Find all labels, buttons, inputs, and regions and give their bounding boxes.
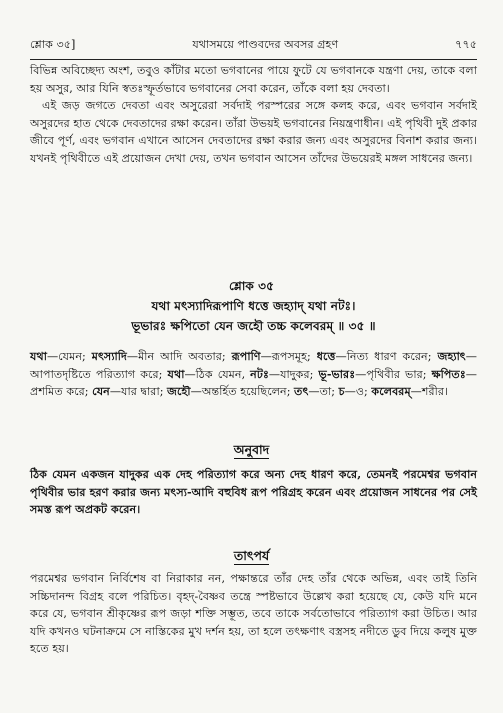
synonym-meaning: মীন আদি অবতার; xyxy=(138,350,226,363)
translation-text: ঠিক যেমন একজন যাদুকর এক দেহ পরিত্যাগ করে অন্য দেহ ধারণ করে, তেমনই পরমেশ্বর ভগবান পৃথিবীর ভার হরণ করার জন্য মৎস্য-আদি বহুবিধ রূপ পরিগ্রহ করেন এবং প্রয়োজন সাধনের পর সেই সমস্ত রূপ অপ্রকট করেন। xyxy=(30,467,477,517)
verse-heading: শ্লোক ৩৫ xyxy=(228,279,275,293)
synonym-word: জহ্যাৎ xyxy=(437,349,466,363)
synonym-word: যথা xyxy=(167,366,185,381)
synonym-word: ধত্তে xyxy=(316,349,336,363)
synonym-word: মৎস্যাদি xyxy=(91,349,127,363)
synonym-meaning: প্রশমিত করে; xyxy=(30,385,89,399)
synonym-meaning: আপাতদৃষ্টিতে পরিত্যাগ করে; xyxy=(30,367,163,381)
purport-block xyxy=(30,570,477,658)
synonym-word: তৎ xyxy=(294,384,309,399)
header-chapter-title: যথাসময়ে পাণ্ডবদের অবসর গ্রহণ xyxy=(192,38,339,51)
verse-line-2: ভূভারঃ ক্ষপিতো যেন জহৌ তচ্চ কলেবরম্ ॥ ৩৫ ॥ xyxy=(131,319,376,333)
synonym-meaning: যার দ্বারা; xyxy=(121,385,164,399)
synonym-meaning: নিত্য ধারণ করেন; xyxy=(346,350,432,363)
intro-paragraph-2: এই জড় জগতে দেবতা এবং অসুরেরা সর্বদাই পরস্পরের সঙ্গে কলহ করে, এবং ভগবান সর্বদাই অসুরদের হাত থেকে দেবতাদের রক্ষা করেন। তাঁরা উভয়ই ভগবানের নিয়ন্ত্রণাধীন। এই পৃথিবী দুই প্রকার জীবে পূর্ণ, এবং ভগবান এখানে আসেন দেবতাদের রক্ষা করার জন্য এবং অসুরদের বিনাশ করার জন্য। যখনই পৃথিবীতে এই প্রয়োজন দেখা দেয়, তখন ভগবান আসেন তাঁদের উভয়েরই মঙ্গল সাধনের জন্য। xyxy=(30,99,477,165)
purport-text: পরমেশ্বর ভগবান নির্বিশেষ বা নিরাকার নন, পক্ষান্তরে তাঁর দেহ তাঁর থেকে অভিন্ন, এবং তাই তিনি সচ্চিদানন্দ বিগ্রহ বলে পরিচিত। বৃহদ্-বৈষ্ণব তন্ত্রে স্পষ্টভাবে উল্লেখ করা হয়েছে যে, কেউ যদি মনে করে যে, ভগবান শ্রীকৃষ্ণের রূপ জড়া শক্তি সম্ভূত, তবে তাকে সর্বতোভাবে পরিত্যাগ করা উচিত। আর যদি কখনও ঘটনাক্রমে সে নাস্তিকের মুখ দর্শন হয়, তা হলে তৎক্ষণাৎ বস্ত্রসহ নদীতে ডুব দিয়ে কলুষ মুক্ত হতে হয়। xyxy=(30,572,477,656)
synonym-meaning: ঠিক যেমন, xyxy=(195,367,246,381)
synonym-meaning: ও; xyxy=(355,385,368,399)
synonym-word: ভূ-ভারঃ xyxy=(318,366,356,381)
synonym-meaning: শরীর। xyxy=(421,385,448,399)
synonym-meaning: তা; xyxy=(319,385,336,399)
intro-paragraph-1: বিভিন্ন অবিচ্ছেদ্য অংশ, তবুও কাঁটার মতো ভগবানের পায়ে ফুটে যে ভগবানকে যন্ত্রণা দেয়, তাকে বলা হয় অসুর, আর যিনি স্বতঃস্ফূর্তভাবে ভগবানের সেবা করেন, তাঁকে বলা হয় দেবতা। xyxy=(30,64,477,95)
synonyms-paragraph: যথা—যেমন; মৎস্যাদি—মীন আদি অবতার; রূপাণি—রূপসমূহ; ধত্তে—নিত্য ধারণ করেন; জহ্যাৎ—আপাতদৃষ্টিতে পরিত্যাগ করে; যথা—ঠিক যেমন, নটঃ—যাদুকর; ভূ-ভারঃ—পৃথিবীর ভার; ক্ষপিতঃ—প্রশমিত করে; যেন—যার দ্বারা; জহৌ—অন্তর্হিত হয়েছিলেন; তৎ—তা; চ—ও; কলেবরম্—শরীর। xyxy=(30,349,477,399)
translation-heading xyxy=(0,442,503,462)
page-header xyxy=(30,36,477,60)
translation-block xyxy=(30,466,477,519)
synonym-word: কলেবরম্ xyxy=(371,384,411,399)
synonym-word: রূপাণি xyxy=(231,349,261,363)
synonym-word: নটঃ xyxy=(250,366,269,381)
header-page-number: ৭৭৫ xyxy=(455,38,477,51)
synonym-meaning: পৃথিবীর ভার; xyxy=(366,367,427,381)
synonym-word: ক্ষপিতঃ xyxy=(431,366,466,381)
synonym-meaning: যাদুকর; xyxy=(280,367,314,381)
purport-heading xyxy=(0,548,503,568)
header-verse-ref: শ্লোক ৩৫] xyxy=(30,38,76,51)
synonyms-block xyxy=(30,348,477,401)
intro-text xyxy=(30,62,477,168)
synonym-meaning: যেমন; xyxy=(58,350,86,363)
synonym-word: চ xyxy=(338,384,345,399)
synonym-meaning: অন্তর্হিত হয়েছিলেন; xyxy=(201,385,291,399)
translation-heading-text: অনুবাদ xyxy=(233,442,270,457)
verse-block xyxy=(30,296,477,336)
verse-line-1: যথা মৎস্যাদিরূপাণি ধত্তে জহ্যাদ্ যথা নটঃ। xyxy=(151,299,356,313)
purport-heading-text: তাৎপর্য xyxy=(233,548,270,563)
synonym-word: যথা xyxy=(30,349,47,363)
synonym-word: জহৌ xyxy=(167,384,191,399)
synonym-word: যেন xyxy=(92,384,110,399)
synonym-meaning: রূপসমূহ; xyxy=(271,350,311,363)
